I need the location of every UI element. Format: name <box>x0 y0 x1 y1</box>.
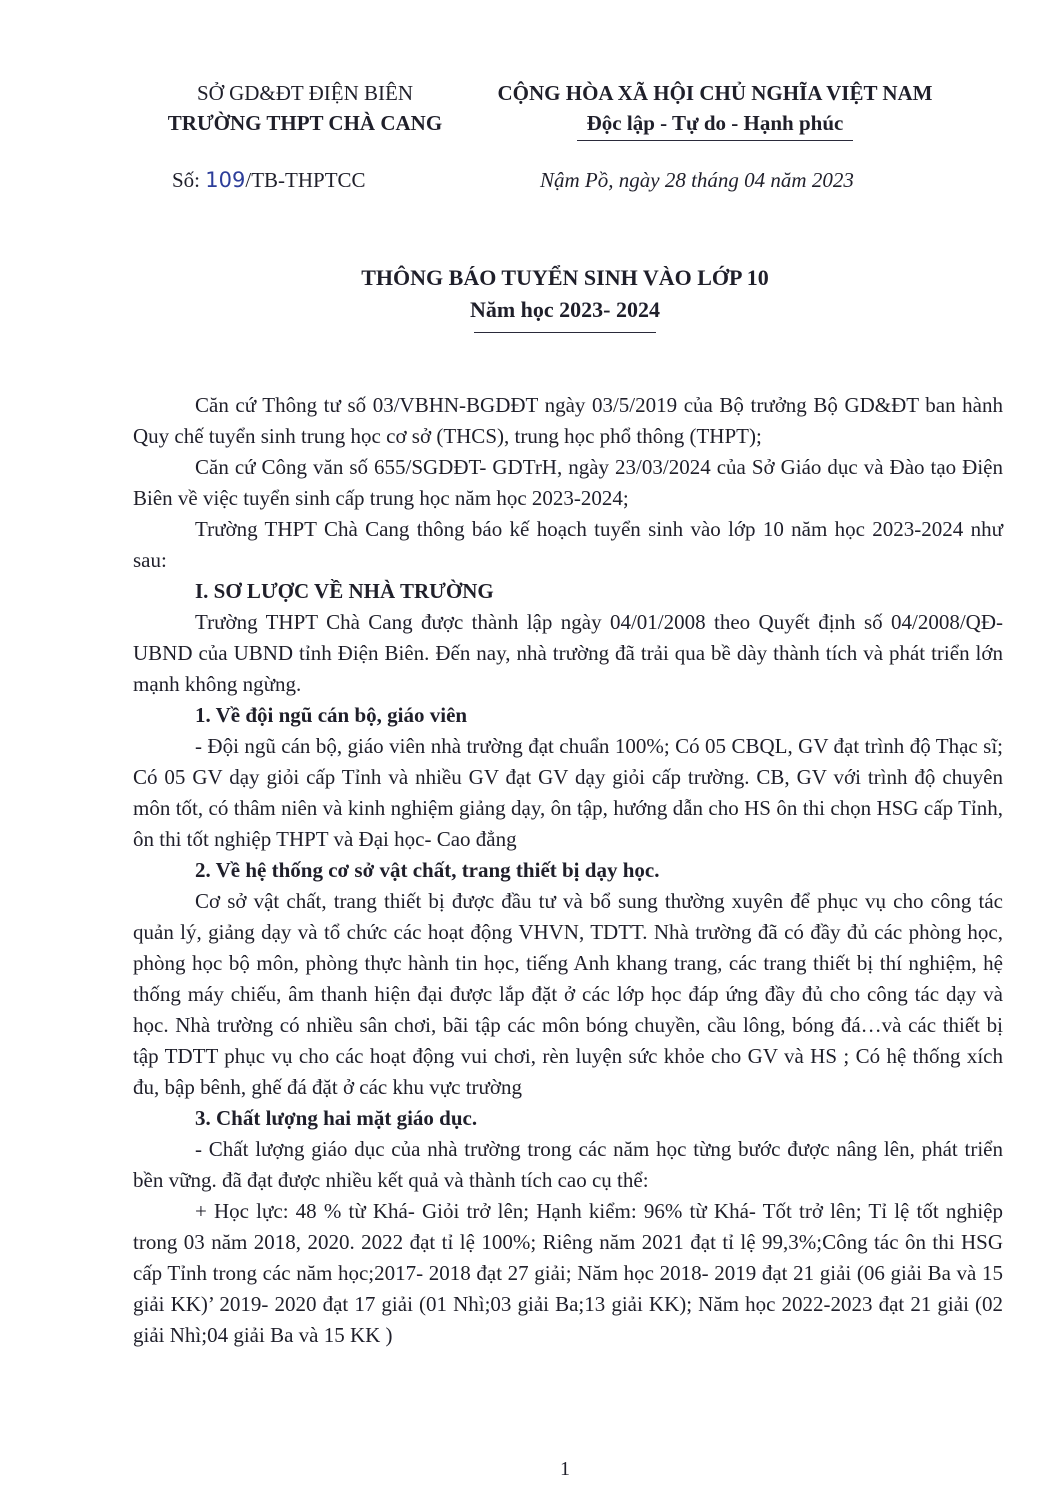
motto: Độc lập - Tự do - Hạnh phúc <box>586 111 844 135</box>
department-name: SỞ GD&ĐT ĐIỆN BIÊN <box>196 81 414 105</box>
paragraph: Căn cứ Công văn số 655/SGDĐT- GDTrH, ngày 23/03/2024 của Sở Giáo dục và Đào tạo Điện Biên về việc tuyển sinh cấp trung học năm học 2023-2024; <box>133 455 1003 510</box>
paragraph: + Học lực: 48 % từ Khá- Giỏi trở lên; Hạnh kiểm: 96% từ Khá- Tốt trở lên; Tỉ lệ tốt nghiệp trong 03 năm 2018, 2020. 2022 đạt tỉ lệ 100%; Riêng năm 2021 đạt tỉ lệ 99,3%;Công tác ôn thi HSG cấp Tỉnh trong các năm học;2017- 2018 đạt 27 giải; Năm học 2018- 2019 đạt 21 giải (06 giải Ba và 15 giải KK)’ 2019- 2020 đạt 17 giải (01 Nhì;03 giải Ba;13 giải KK); Năm học 2022-2023 đạt 21 giải (02 giải Nhì;04 giải Ba và 15 KK ) <box>133 1199 1003 1347</box>
paragraph: Trường THPT Chà Cang được thành lập ngày 04/01/2008 theo Quyết định số 04/2008/QĐ-UBND của UBND tỉnh Điện Biên. Đến nay, nhà trường đã trải qua bề dày thành tích và phát triển lớn mạnh không ngừng. <box>133 610 1003 696</box>
subsection-heading: 2. Về hệ thống cơ sở vật chất, trang thiết bị dạy học. <box>195 858 660 882</box>
document-number <box>172 168 366 193</box>
header-right <box>480 78 950 141</box>
title-line-1: THÔNG BÁO TUYỂN SINH VÀO LỚP 10 <box>361 265 769 290</box>
subsection-heading: 3. Chất lượng hai mặt giáo dục. <box>195 1106 478 1130</box>
place-date: Nậm Pồ, ngày 28 tháng 04 năm 2023 <box>540 168 854 192</box>
paragraph: Căn cứ Thông tư số 03/VBHN-BGDĐT ngày 03/5/2019 của Bộ trưởng Bộ GD&ĐT ban hành Quy chế tuyển sinh trung học cơ sở (THCS), trung học phổ thông (THPT); <box>133 393 1003 448</box>
document-body <box>133 390 1003 1351</box>
section-heading: I. SƠ LƯỢC VỀ NHÀ TRƯỜNG <box>195 579 494 603</box>
header-left <box>140 78 470 138</box>
document-title <box>0 262 1059 333</box>
paragraph: Cơ sở vật chất, trang thiết bị được đầu tư và bổ sung thường xuyên để phục vụ cho công tác quản lý, giảng dạy và tổ chức các hoạt động VHVN, TDTT. Nhà trường đã có đầy đủ các phòng học, phòng học bộ môn, phòng thực hành tin học, tiếng Anh khang trang, các trang thiết bị thí nghiệm, hệ thống máy chiếu, âm thanh hiện đại được lắp đặt ở các lớp học đáp ứng đầy đủ cho công tác dạy và học. Nhà trường có nhiều sân chơi, bãi tập các môn bóng chuyền, cầu lông, bóng đá…và các thiết bị tập TDTT phục vụ cho các hoạt động vui chơi, rèn luyện sức khỏe cho GV và HS ; Có hệ thống xích đu, bập bênh, ghế đá đặt ở các khu vực trường <box>133 889 1003 1099</box>
subsection-heading: 1. Về đội ngũ cán bộ, giáo viên <box>195 703 468 727</box>
paragraph: Trường THPT Chà Cang thông báo kế hoạch tuyển sinh vào lớp 10 năm học 2023-2024 như sau: <box>133 517 1003 572</box>
document-number-prefix: Số: <box>172 168 206 192</box>
title-line-2: Năm học 2023- 2024 <box>469 297 661 322</box>
paragraph: - Chất lượng giáo dục của nhà trường trong các năm học từng bước được nâng lên, phát triển bền vững. đã đạt được nhiều kết quả và thành tích cao cụ thể: <box>133 1137 1003 1192</box>
school-name: TRƯỜNG THPT CHÀ CANG <box>167 111 443 135</box>
motto-underline <box>577 140 853 141</box>
paragraph: - Đội ngũ cán bộ, giáo viên nhà trường đạt chuẩn 100%; Có 05 CBQL, GV đạt trình độ Thạc sĩ; Có 05 GV dạy giỏi cấp Tỉnh và nhiều GV đạt GV dạy giỏi cấp trường. CB, GV với trình độ chuyên môn tốt, có thâm niên và kinh nghiệm giảng dạy, ôn tập, hướng dẫn cho HS ôn thi chọn HSG cấp Tỉnh, ôn thi tốt nghiệp THPT và Đại học- Cao đẳng <box>133 734 1003 851</box>
title-underline <box>474 332 656 333</box>
page-number: 1 <box>560 1458 570 1480</box>
document-number-suffix: /TB-THPTCC <box>245 168 366 192</box>
handwritten-number: 109 <box>205 168 246 192</box>
nation-name: CỘNG HÒA XÃ HỘI CHỦ NGHĨA VIỆT NAM <box>497 81 933 105</box>
